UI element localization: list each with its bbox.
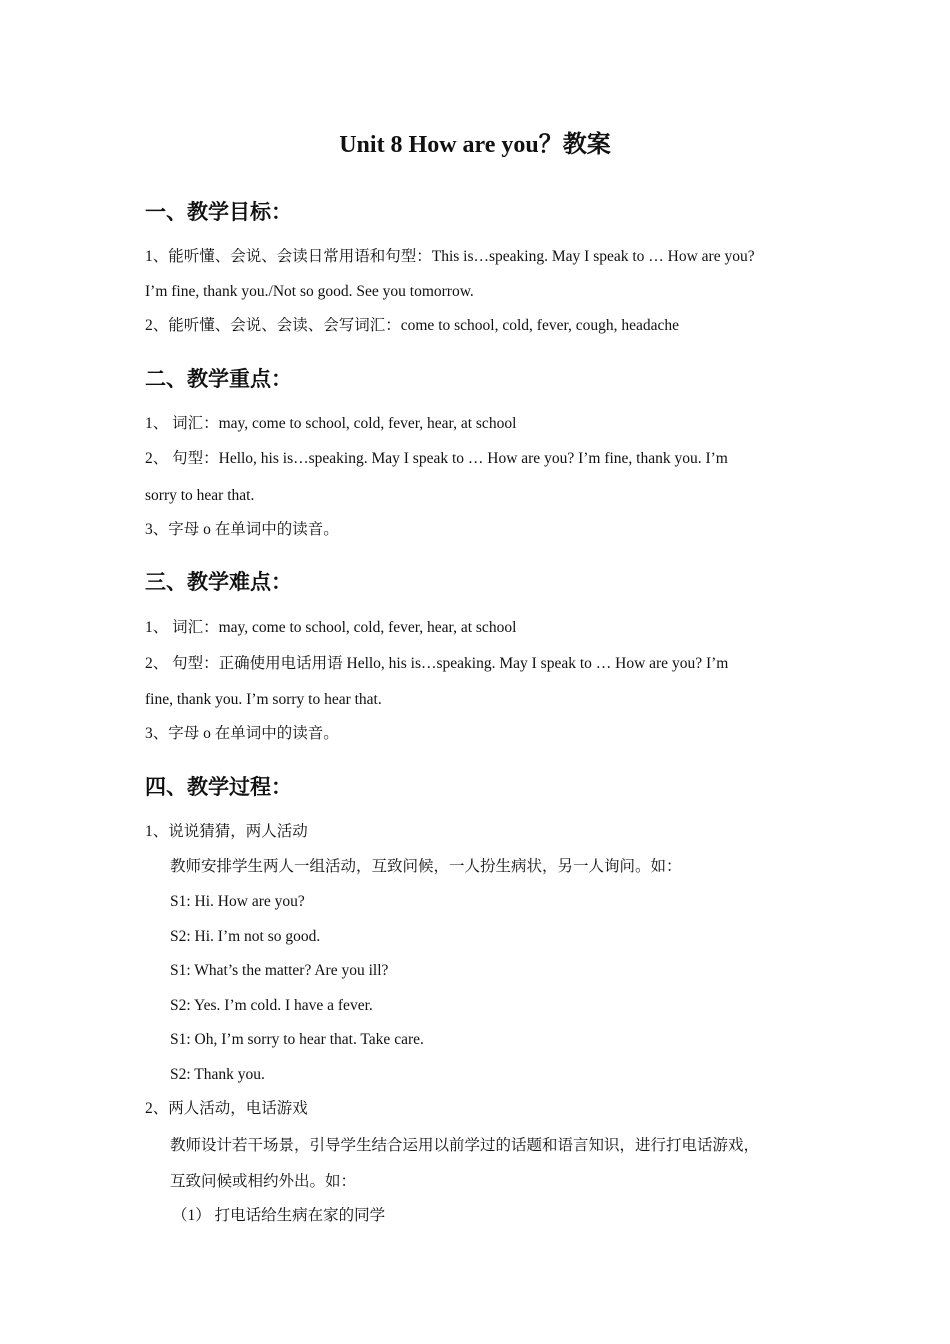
paragraph-line: 3、字母 o 在单词中的读音。 [145, 521, 339, 538]
paragraph-line: fine, thank you. I’m sorry to hear that. [145, 691, 382, 708]
section-heading-key-points: 二、教学重点： [145, 367, 292, 391]
paragraph-line: 2、 句型：正确使用电话用语 Hello, his is…speaking. May I speak to … How are you? I’m [145, 655, 729, 672]
paragraph-line: 1、能听懂、会说、会读日常用语和句型：This is…speaking. May I speak to … How are you? [145, 248, 755, 265]
paragraph-line: 3、字母 o 在单词中的读音。 [145, 725, 339, 742]
list-item: 1、说说猜猜，两人活动 [145, 823, 308, 840]
sub-list-item: （1） 打电话给生病在家的同学 [172, 1207, 386, 1224]
paragraph-line: 互致问候或相约外出。如： [170, 1173, 357, 1190]
section-heading-difficulties: 三、教学难点： [145, 570, 292, 594]
paragraph-line: sorry to hear that. [145, 487, 255, 504]
paragraph-line: 2、 句型：Hello, his is…speaking. May I speak to … How are you? I’m fine, thank you. I’m [145, 450, 728, 467]
dialogue-line: S1: Oh, I’m sorry to hear that. Take care. [170, 1031, 424, 1048]
document-title: Unit 8 How are you？教案 [339, 132, 611, 158]
paragraph-line: 1、 词汇：may, come to school, cold, fever, hear, at school [145, 415, 517, 432]
section-heading-objectives: 一、教学目标： [145, 200, 292, 224]
paragraph-line: 2、能听懂、会说、会读、会写词汇：come to school, cold, fever, cough, headache [145, 317, 680, 334]
paragraph-line: 1、 词汇：may, come to school, cold, fever, hear, at school [145, 619, 517, 636]
dialogue-line: S1: Hi. How are you? [170, 893, 305, 910]
dialogue-line: S1: What’s the matter? Are you ill? [170, 962, 389, 979]
paragraph-line: 教师安排学生两人一组活动，互致问候，一人扮生病状，另一人询问。如： [170, 858, 682, 875]
paragraph-line: 教师设计若干场景，引导学生结合运用以前学过的话题和语言知识，进行打电话游戏， [170, 1137, 760, 1154]
section-heading-process: 四、教学过程： [145, 775, 292, 799]
paragraph-line: I’m fine, thank you./Not so good. See you tomorrow. [145, 283, 474, 300]
dialogue-line: S2: Yes. I’m cold. I have a fever. [170, 997, 373, 1014]
dialogue-line: S2: Hi. I’m not so good. [170, 928, 321, 945]
list-item: 2、两人活动，电话游戏 [145, 1100, 308, 1117]
dialogue-line: S2: Thank you. [170, 1066, 265, 1083]
